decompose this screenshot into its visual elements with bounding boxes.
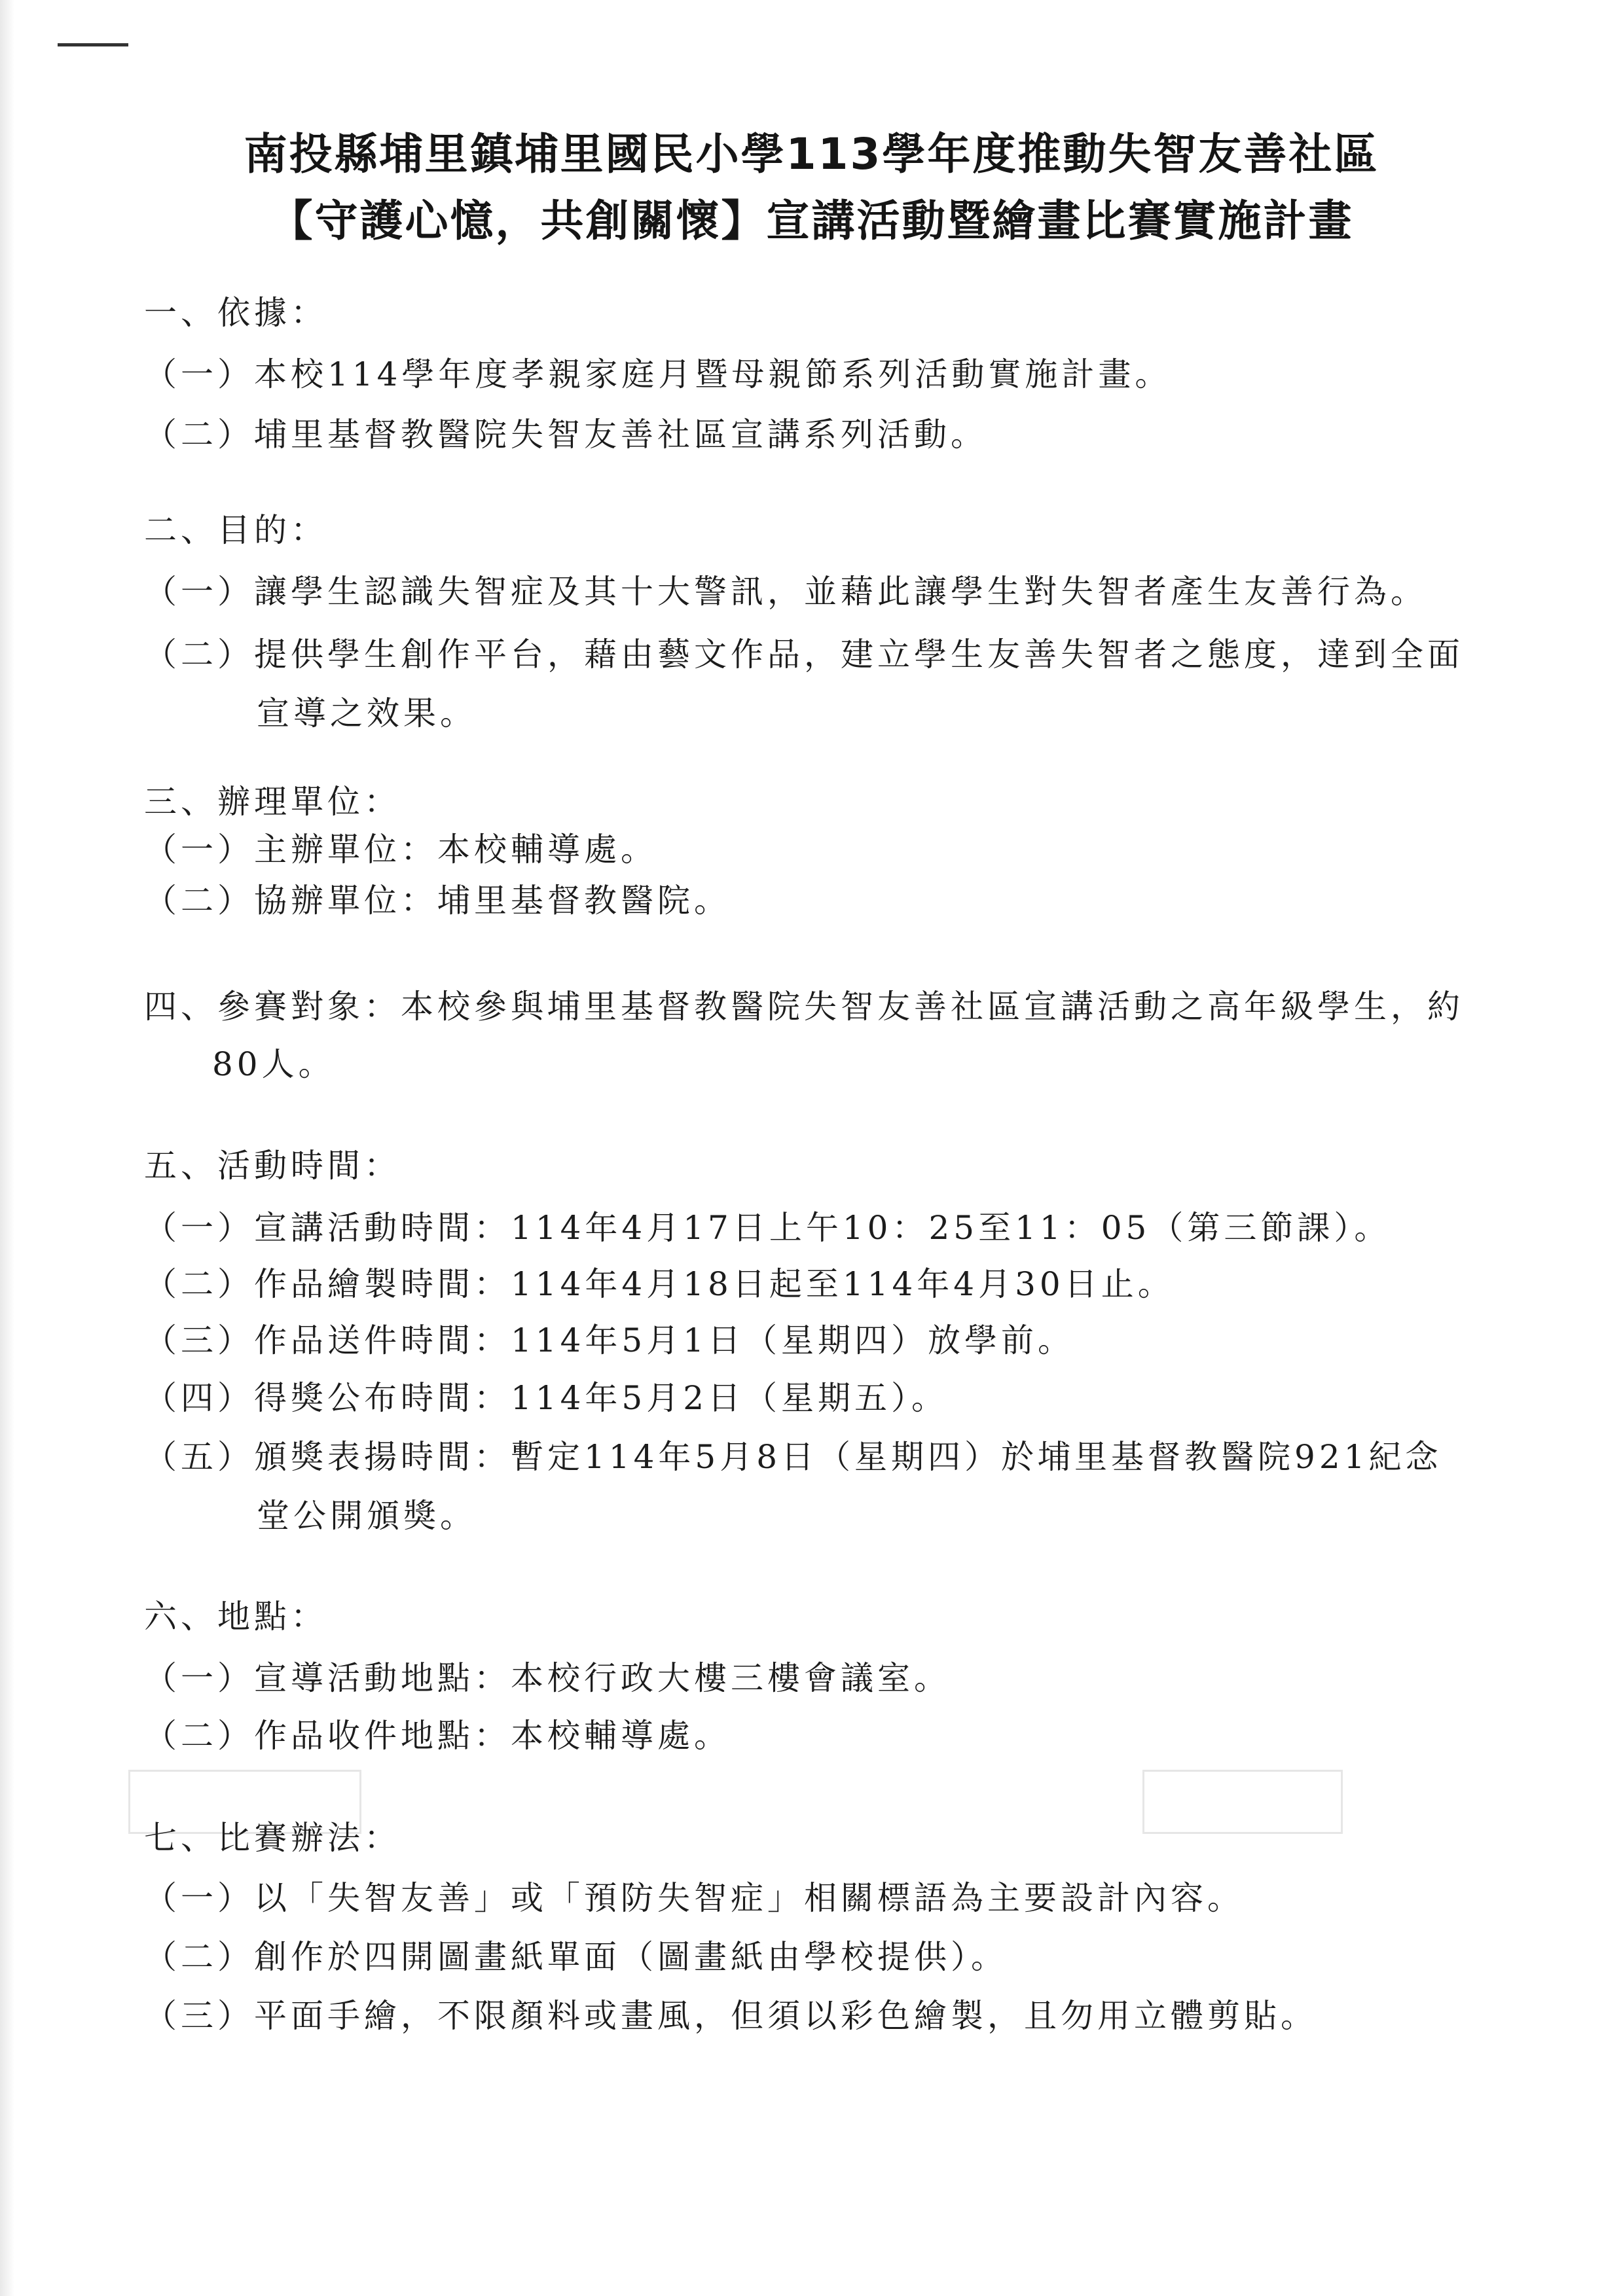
- list-item-continuation: 宣導之效果。: [257, 694, 477, 732]
- section-heading: 一、依據：: [144, 294, 327, 332]
- list-item: （一）以「失智友善」或「預防失智症」相關標語為主要設計內容。: [144, 1879, 1244, 1917]
- corner-mark: [58, 43, 128, 46]
- list-item: （二）創作於四開圖畫紙單面（圖畫紙由學校提供）。: [144, 1938, 1008, 1976]
- section-heading: 五、活動時間：: [144, 1147, 401, 1185]
- section-heading: 三、辦理單位：: [144, 783, 401, 821]
- list-item: （二）作品繪製時間：114年4月18日起至114年4月30日止。: [144, 1265, 1175, 1303]
- list-item: （五）頒獎表揚時間：暫定114年5月8日（星期四）於埔里基督教醫院921紀念: [144, 1438, 1442, 1476]
- document-subtitle: 【守護心憶，共創關懷】宣講活動暨繪畫比賽實施計畫: [269, 196, 1354, 246]
- document-title: 南投縣埔里鎮埔里國民小學113學年度推動失智友善社區: [244, 129, 1379, 179]
- list-item: （二）埔里基督教醫院失智友善社區宣講系列活動。: [144, 416, 987, 454]
- list-item: （一）讓學生認識失智症及其十大警訊，並藉此讓學生對失智者產生友善行為。: [144, 573, 1427, 611]
- faint-stamp-ghost: [1142, 1770, 1343, 1834]
- list-item: （一）主辦單位：本校輔導處。: [144, 831, 657, 869]
- section-heading: 四、參賽對象：本校參與埔里基督教醫院失智友善社區宣講活動之高年級學生，約: [144, 988, 1464, 1026]
- list-item: （一）宣導活動地點：本校行政大樓三樓會議室。: [144, 1659, 951, 1697]
- list-item: （二）作品收件地點：本校輔導處。: [144, 1717, 731, 1755]
- list-item: （三）平面手繪，不限顏料或畫風，但須以彩色繪製，且勿用立體剪貼。: [144, 1997, 1317, 2035]
- list-item: （四）得獎公布時間：114年5月2日（星期五）。: [144, 1379, 949, 1417]
- list-item-continuation: 80人。: [212, 1045, 335, 1083]
- list-item-continuation: 堂公開頒獎。: [257, 1497, 477, 1535]
- section-heading: 七、比賽辦法：: [144, 1819, 401, 1857]
- section-heading: 六、地點：: [144, 1598, 327, 1636]
- list-item: （一）本校114學年度孝親家庭月暨母親節系列活動實施計畫。: [144, 355, 1172, 393]
- section-heading: 二、目的：: [144, 511, 327, 549]
- list-item: （二）協辦單位：埔里基督教醫院。: [144, 882, 731, 920]
- scan-edge-shadow: [0, 0, 14, 2296]
- list-item: （三）作品送件時間：114年5月1日（星期四）放學前。: [144, 1321, 1075, 1359]
- list-item: （一）宣講活動時間：114年4月17日上午10：25至11：05（第三節課）。: [144, 1209, 1391, 1247]
- list-item: （二）提供學生創作平台，藉由藝文作品，建立學生友善失智者之態度，達到全面: [144, 636, 1464, 673]
